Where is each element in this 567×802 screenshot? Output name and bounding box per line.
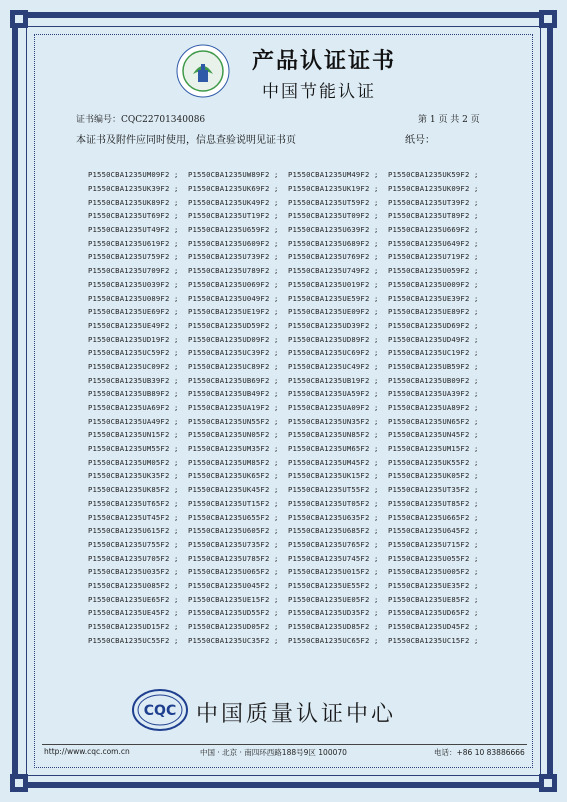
model-number: P1550CBA1235UK35F2 ; bbox=[88, 471, 179, 481]
model-number: P1550CBA1235UK89F2 ; bbox=[88, 197, 179, 207]
model-row bbox=[88, 319, 488, 333]
model-number: P1550CBA1235UD19F2 ; bbox=[88, 334, 179, 344]
model-number: P1550CBA1235UC19F2 ; bbox=[388, 348, 479, 358]
model-number: P1550CBA1235UT09F2 ; bbox=[288, 211, 379, 221]
model-number: P1550CBA1235UD09F2 ; bbox=[188, 334, 279, 344]
model-number: P1550CBA1235UT19F2 ; bbox=[188, 211, 279, 221]
model-number: P1550CBA1235U719F2 ; bbox=[388, 252, 479, 262]
model-number: P1550CBA1235UN55F2 ; bbox=[188, 416, 279, 426]
model-number: P1550CBA1235U639F2 ; bbox=[288, 225, 379, 235]
model-row bbox=[88, 414, 488, 428]
model-number: P1550CBA1235UD35F2 ; bbox=[288, 608, 379, 618]
model-number: P1550CBA1235UK65F2 ; bbox=[188, 471, 279, 481]
model-number: P1550CBA1235UT65F2 ; bbox=[88, 498, 179, 508]
model-number: P1550CBA1235UC65F2 ; bbox=[288, 635, 379, 645]
model-number: P1550CBA1235UN35F2 ; bbox=[288, 416, 379, 426]
model-number: P1550CBA1235UK15F2 ; bbox=[288, 471, 379, 481]
model-number: P1550CBA1235UM15F2 ; bbox=[388, 444, 479, 454]
model-number: P1550CBA1235UM35F2 ; bbox=[188, 444, 279, 454]
model-number: P1550CBA1235UK09F2 ; bbox=[388, 184, 479, 194]
model-number: P1550CBA1235U065F2 ; bbox=[188, 567, 279, 577]
model-row bbox=[88, 264, 488, 278]
model-number: P1550CBA1235U769F2 ; bbox=[288, 252, 379, 262]
model-number: P1550CBA1235UK69F2 ; bbox=[188, 184, 279, 194]
model-number: P1550CBA1235UW89F2 ; bbox=[188, 170, 279, 180]
model-number: P1550CBA1235U009F2 ; bbox=[388, 279, 479, 289]
model-number: P1550CBA1235UD85F2 ; bbox=[288, 622, 379, 632]
model-row bbox=[88, 223, 488, 237]
model-number: P1550CBA1235UN45F2 ; bbox=[388, 430, 479, 440]
certificate-subtitle: 中国节能认证 bbox=[262, 82, 376, 102]
model-number: P1550CBA1235UB39F2 ; bbox=[88, 375, 179, 385]
model-number: P1550CBA1235UT55F2 ; bbox=[288, 485, 379, 495]
model-number: P1550CBA1235U759F2 ; bbox=[88, 252, 179, 262]
model-number: P1550CBA1235UM85F2 ; bbox=[188, 457, 279, 467]
model-number: P1550CBA1235UC39F2 ; bbox=[188, 348, 279, 358]
model-row bbox=[88, 291, 488, 305]
model-number: P1550CBA1235UN15F2 ; bbox=[88, 430, 179, 440]
model-number: P1550CBA1235UM09F2 ; bbox=[88, 170, 179, 180]
energy-conservation-logo bbox=[176, 44, 230, 98]
model-number: P1550CBA1235UN65F2 ; bbox=[388, 416, 479, 426]
model-number: P1550CBA1235UB69F2 ; bbox=[188, 375, 279, 385]
model-number: P1550CBA1235U685F2 ; bbox=[288, 526, 379, 536]
corner-ornament bbox=[539, 10, 557, 28]
model-row bbox=[88, 278, 488, 292]
model-row bbox=[88, 209, 488, 223]
model-number: P1550CBA1235U039F2 ; bbox=[88, 279, 179, 289]
model-number: P1550CBA1235UT89F2 ; bbox=[388, 211, 479, 221]
model-row bbox=[88, 469, 488, 483]
corner-ornament bbox=[10, 10, 28, 28]
model-number: P1550CBA1235U089F2 ; bbox=[88, 293, 179, 303]
model-number: P1550CBA1235UM49F2 ; bbox=[288, 170, 379, 180]
model-number: P1550CBA1235UD45F2 ; bbox=[388, 622, 479, 632]
model-number: P1550CBA1235U605F2 ; bbox=[188, 526, 279, 536]
model-number: P1550CBA1235UA59F2 ; bbox=[288, 389, 379, 399]
model-number: P1550CBA1235UD89F2 ; bbox=[288, 334, 379, 344]
model-row bbox=[88, 387, 488, 401]
model-number: P1550CBA1235U739F2 ; bbox=[188, 252, 279, 262]
model-number: P1550CBA1235UC59F2 ; bbox=[88, 348, 179, 358]
model-number: P1550CBA1235UB89F2 ; bbox=[88, 389, 179, 399]
model-number: P1550CBA1235U665F2 ; bbox=[388, 512, 479, 522]
model-number: P1550CBA1235UE69F2 ; bbox=[88, 307, 179, 317]
model-row bbox=[88, 401, 488, 415]
model-number: P1550CBA1235U669F2 ; bbox=[388, 225, 479, 235]
model-number: P1550CBA1235UM55F2 ; bbox=[88, 444, 179, 454]
model-number: P1550CBA1235UE85F2 ; bbox=[388, 594, 479, 604]
model-row bbox=[88, 606, 488, 620]
model-row bbox=[88, 565, 488, 579]
cqc-logo-text: CQC bbox=[143, 703, 177, 719]
model-row bbox=[88, 497, 488, 511]
page-info: 第 1 页 共 2 页 bbox=[418, 115, 480, 125]
model-number: P1550CBA1235UC49F2 ; bbox=[288, 361, 379, 371]
model-row bbox=[88, 579, 488, 593]
corner-ornament bbox=[539, 774, 557, 792]
footer-url[interactable]: http://www.cqc.com.cn bbox=[44, 747, 130, 756]
footer-address: 中国 · 北京 · 南四环西路188号9区 100070 bbox=[200, 748, 347, 757]
model-number: P1550CBA1235UE09F2 ; bbox=[288, 307, 379, 317]
model-number: P1550CBA1235U705F2 ; bbox=[88, 553, 179, 563]
model-number: P1550CBA1235UT85F2 ; bbox=[388, 498, 479, 508]
model-number: P1550CBA1235UM65F2 ; bbox=[288, 444, 379, 454]
model-number: P1550CBA1235UA69F2 ; bbox=[88, 403, 179, 413]
model-row bbox=[88, 195, 488, 209]
model-number: P1550CBA1235U655F2 ; bbox=[188, 512, 279, 522]
model-row bbox=[88, 250, 488, 264]
cqc-logo bbox=[132, 688, 188, 732]
model-number: P1550CBA1235UE05F2 ; bbox=[288, 594, 379, 604]
model-number: P1550CBA1235U035F2 ; bbox=[88, 567, 179, 577]
model-number: P1550CBA1235U649F2 ; bbox=[388, 238, 479, 248]
model-number: P1550CBA1235UD15F2 ; bbox=[88, 622, 179, 632]
certificate-number-value: CQC22701340086 bbox=[121, 115, 206, 125]
model-number: P1550CBA1235UT05F2 ; bbox=[288, 498, 379, 508]
model-number: P1550CBA1235U745F2 ; bbox=[288, 553, 379, 563]
certificate-title: 产品认证证书 bbox=[252, 48, 397, 74]
model-number: P1550CBA1235U749F2 ; bbox=[288, 266, 379, 276]
model-number: P1550CBA1235UN85F2 ; bbox=[288, 430, 379, 440]
paper-number-label: 纸号： bbox=[405, 135, 435, 146]
certificate-number bbox=[76, 112, 205, 125]
model-row bbox=[88, 455, 488, 469]
model-number: P1550CBA1235UD55F2 ; bbox=[188, 608, 279, 618]
model-number: P1550CBA1235U055F2 ; bbox=[388, 553, 479, 563]
model-number: P1550CBA1235UE39F2 ; bbox=[388, 293, 479, 303]
model-number: P1550CBA1235UK45F2 ; bbox=[188, 485, 279, 495]
model-number: P1550CBA1235U615F2 ; bbox=[88, 526, 179, 536]
model-number: P1550CBA1235UE59F2 ; bbox=[288, 293, 379, 303]
model-number: P1550CBA1235UB19F2 ; bbox=[288, 375, 379, 385]
model-row bbox=[88, 305, 488, 319]
model-number: P1550CBA1235UT15F2 ; bbox=[188, 498, 279, 508]
model-number: P1550CBA1235UE65F2 ; bbox=[88, 594, 179, 604]
model-number: P1550CBA1235U715F2 ; bbox=[388, 539, 479, 549]
model-number: P1550CBA1235U689F2 ; bbox=[288, 238, 379, 248]
model-number: P1550CBA1235UT69F2 ; bbox=[88, 211, 179, 221]
model-row bbox=[88, 510, 488, 524]
model-number: P1550CBA1235U059F2 ; bbox=[388, 266, 479, 276]
model-row bbox=[88, 373, 488, 387]
model-number: P1550CBA1235UC15F2 ; bbox=[388, 635, 479, 645]
model-number: P1550CBA1235U049F2 ; bbox=[188, 293, 279, 303]
model-number: P1550CBA1235U659F2 ; bbox=[188, 225, 279, 235]
model-number: P1550CBA1235U069F2 ; bbox=[188, 279, 279, 289]
model-number: P1550CBA1235UC89F2 ; bbox=[188, 361, 279, 371]
model-row bbox=[88, 620, 488, 634]
model-row bbox=[88, 236, 488, 250]
model-number: P1550CBA1235U005F2 ; bbox=[388, 567, 479, 577]
certificate-number-label: 证书编号： bbox=[76, 115, 122, 125]
model-row bbox=[88, 360, 488, 374]
model-number: P1550CBA1235UA39F2 ; bbox=[388, 389, 479, 399]
model-row bbox=[88, 483, 488, 497]
model-number: P1550CBA1235UN05F2 ; bbox=[188, 430, 279, 440]
model-number: P1550CBA1235UD05F2 ; bbox=[188, 622, 279, 632]
model-number: P1550CBA1235UE89F2 ; bbox=[388, 307, 479, 317]
model-row bbox=[88, 633, 488, 647]
corner-ornament bbox=[10, 774, 28, 792]
model-number: P1550CBA1235UC35F2 ; bbox=[188, 635, 279, 645]
model-number: P1550CBA1235UK19F2 ; bbox=[288, 184, 379, 194]
model-number: P1550CBA1235UA19F2 ; bbox=[188, 403, 279, 413]
model-number: P1550CBA1235UK59F2 ; bbox=[388, 170, 479, 180]
model-number: P1550CBA1235UE35F2 ; bbox=[388, 580, 479, 590]
model-row bbox=[88, 551, 488, 565]
model-row bbox=[88, 428, 488, 442]
model-row bbox=[88, 592, 488, 606]
model-number: P1550CBA1235UM05F2 ; bbox=[88, 457, 179, 467]
model-row bbox=[88, 538, 488, 552]
model-row bbox=[88, 332, 488, 346]
model-number: P1550CBA1235U019F2 ; bbox=[288, 279, 379, 289]
model-number: P1550CBA1235UB59F2 ; bbox=[388, 361, 479, 371]
model-number: P1550CBA1235UD69F2 ; bbox=[388, 320, 479, 330]
footer-phone: 电话：+86 10 83886666 bbox=[434, 748, 525, 757]
model-number: P1550CBA1235U085F2 ; bbox=[88, 580, 179, 590]
model-number: P1550CBA1235UC69F2 ; bbox=[288, 348, 379, 358]
model-row bbox=[88, 182, 488, 196]
usage-notice: 本证书及附件应同时使用，信息查验说明见证书页 bbox=[76, 135, 296, 146]
model-list bbox=[88, 168, 488, 647]
issuer-name: 中国质量认证中心 bbox=[196, 702, 397, 727]
model-row bbox=[88, 168, 488, 182]
model-number: P1550CBA1235UB49F2 ; bbox=[188, 389, 279, 399]
model-number: P1550CBA1235UC09F2 ; bbox=[88, 361, 179, 371]
model-number: P1550CBA1235UE19F2 ; bbox=[188, 307, 279, 317]
model-number: P1550CBA1235U709F2 ; bbox=[88, 266, 179, 276]
footer-divider bbox=[42, 744, 527, 745]
model-number: P1550CBA1235UC55F2 ; bbox=[88, 635, 179, 645]
model-number: P1550CBA1235UD65F2 ; bbox=[388, 608, 479, 618]
model-number: P1550CBA1235UE55F2 ; bbox=[288, 580, 379, 590]
model-number: P1550CBA1235U045F2 ; bbox=[188, 580, 279, 590]
model-number: P1550CBA1235UK85F2 ; bbox=[88, 485, 179, 495]
model-number: P1550CBA1235UT59F2 ; bbox=[288, 197, 379, 207]
model-number: P1550CBA1235UE49F2 ; bbox=[88, 320, 179, 330]
model-number: P1550CBA1235UE45F2 ; bbox=[88, 608, 179, 618]
model-number: P1550CBA1235UE15F2 ; bbox=[188, 594, 279, 604]
model-number: P1550CBA1235UK55F2 ; bbox=[388, 457, 479, 467]
model-number: P1550CBA1235UK05F2 ; bbox=[388, 471, 479, 481]
model-number: P1550CBA1235U635F2 ; bbox=[288, 512, 379, 522]
model-number: P1550CBA1235U609F2 ; bbox=[188, 238, 279, 248]
model-number: P1550CBA1235UA89F2 ; bbox=[388, 403, 479, 413]
model-number: P1550CBA1235U789F2 ; bbox=[188, 266, 279, 276]
model-row bbox=[88, 346, 488, 360]
model-row bbox=[88, 442, 488, 456]
model-number: P1550CBA1235UA09F2 ; bbox=[288, 403, 379, 413]
model-number: P1550CBA1235UT49F2 ; bbox=[88, 225, 179, 235]
model-number: P1550CBA1235UT45F2 ; bbox=[88, 512, 179, 522]
model-number: P1550CBA1235UA49F2 ; bbox=[88, 416, 179, 426]
model-row bbox=[88, 524, 488, 538]
model-number: P1550CBA1235UM45F2 ; bbox=[288, 457, 379, 467]
model-number: P1550CBA1235U755F2 ; bbox=[88, 539, 179, 549]
model-number: P1550CBA1235U619F2 ; bbox=[88, 238, 179, 248]
model-number: P1550CBA1235UD59F2 ; bbox=[188, 320, 279, 330]
model-number: P1550CBA1235U645F2 ; bbox=[388, 526, 479, 536]
model-number: P1550CBA1235UK39F2 ; bbox=[88, 184, 179, 194]
model-number: P1550CBA1235U785F2 ; bbox=[188, 553, 279, 563]
model-number: P1550CBA1235UD49F2 ; bbox=[388, 334, 479, 344]
model-number: P1550CBA1235U015F2 ; bbox=[288, 567, 379, 577]
model-number: P1550CBA1235UT35F2 ; bbox=[388, 485, 479, 495]
model-number: P1550CBA1235UD39F2 ; bbox=[288, 320, 379, 330]
model-number: P1550CBA1235UT39F2 ; bbox=[388, 197, 479, 207]
model-number: P1550CBA1235UB09F2 ; bbox=[388, 375, 479, 385]
model-number: P1550CBA1235U735F2 ; bbox=[188, 539, 279, 549]
model-number: P1550CBA1235U765F2 ; bbox=[288, 539, 379, 549]
model-number: P1550CBA1235UK49F2 ; bbox=[188, 197, 279, 207]
